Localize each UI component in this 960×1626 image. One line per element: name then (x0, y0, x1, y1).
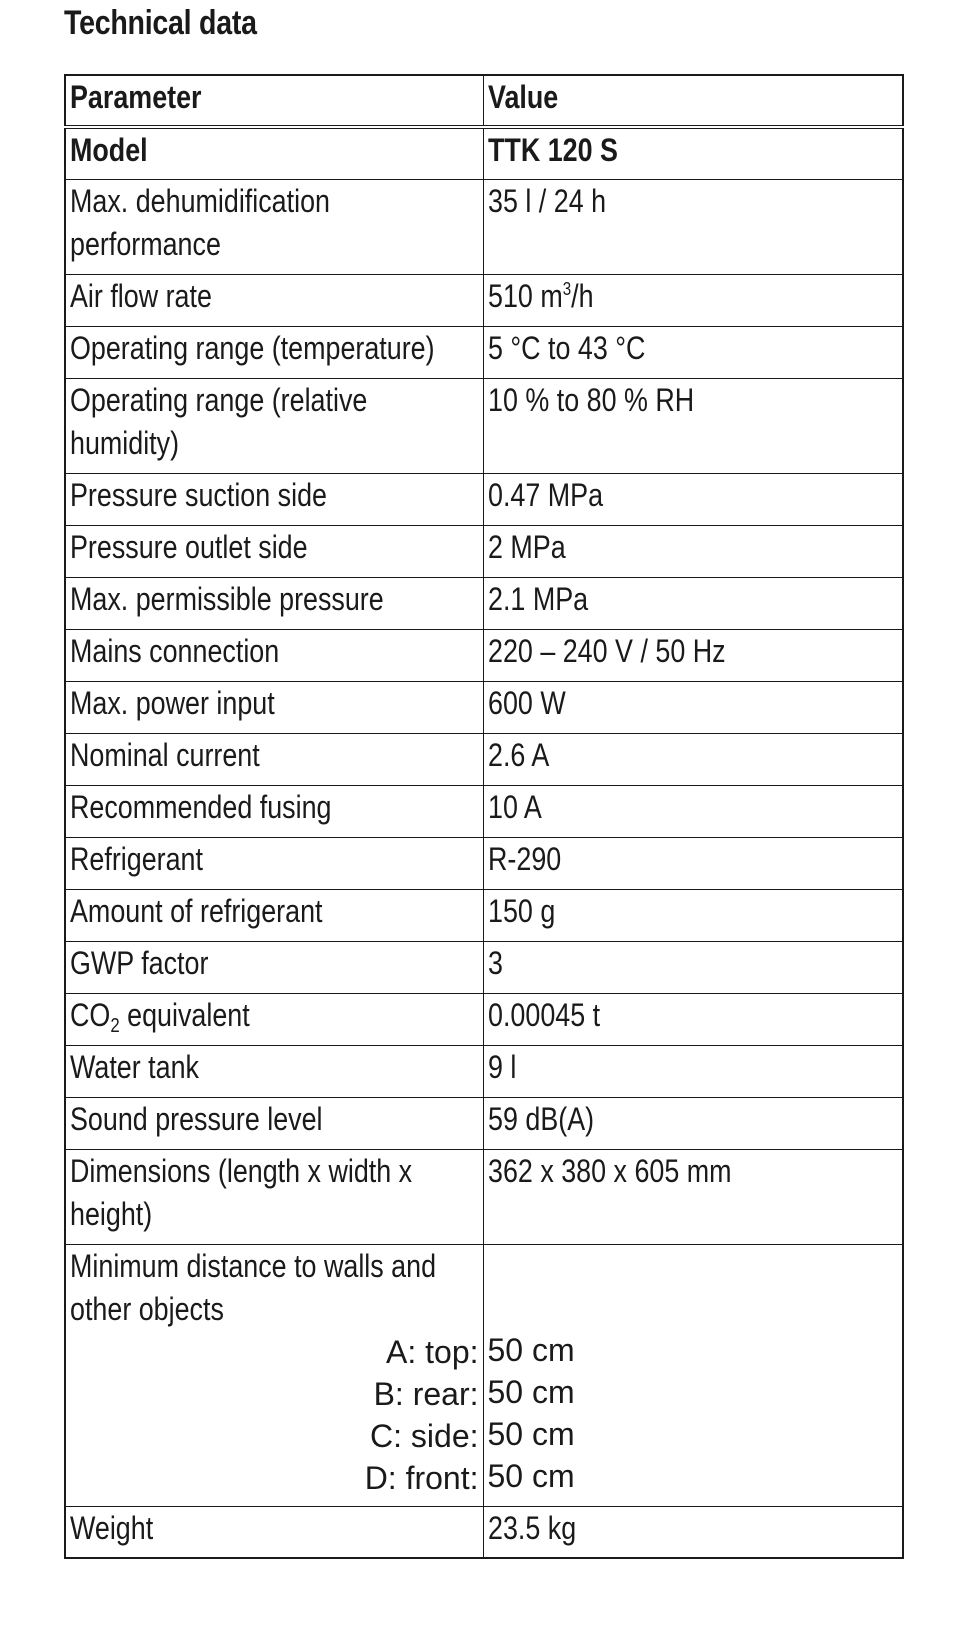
value-cell: 2.6 A (483, 733, 903, 785)
page-title: Technical data (64, 4, 257, 42)
param-cell: Amount of refrigerant (65, 889, 483, 941)
distance-label: A: top: (386, 1333, 479, 1370)
value-cell: 5 °C to 43 °C (483, 326, 903, 378)
table-row (65, 733, 903, 785)
param-cell: Model (65, 127, 483, 179)
param-cell: Water tank (65, 1045, 483, 1097)
table-row (65, 274, 903, 326)
param-cell: $CO_2$ equivalent (65, 993, 483, 1045)
table-row (65, 326, 903, 378)
distance-label: D: front: (364, 1459, 479, 1496)
value-cell: 3 (483, 941, 903, 993)
table-row (65, 1244, 903, 1506)
table-row (65, 179, 903, 274)
header-value: Value (483, 75, 903, 127)
value-cell: R-290 (483, 837, 903, 889)
param-cell: Nominal current (65, 733, 483, 785)
param-cell: Air flow rate (65, 274, 483, 326)
table-row (65, 941, 903, 993)
value-cell (483, 1244, 903, 1506)
distance-label: C: side: (370, 1417, 479, 1454)
distance-value: 50 cm (487, 1331, 575, 1368)
param-cell: Max. permissible pressure (65, 577, 483, 629)
param-cell: Sound pressure level (65, 1097, 483, 1149)
table-row (65, 1149, 903, 1244)
value-cell: 150 g (483, 889, 903, 941)
param-cell: Max. power input (65, 681, 483, 733)
header-parameter: Parameter (65, 75, 483, 127)
param-cell: Operating range (relative humidity) (65, 378, 483, 473)
param-cell: Recommended fusing (65, 785, 483, 837)
param-cell: Dimensions (length x width x height) (65, 1149, 483, 1244)
table-header-row (65, 75, 903, 127)
technical-data-table (64, 74, 904, 1559)
value-cell: 2 MPa (483, 525, 903, 577)
value-cell: 2.1 MPa (483, 577, 903, 629)
table-row (65, 629, 903, 681)
value-cell: 600 W (483, 681, 903, 733)
value-cell: 10 A (483, 785, 903, 837)
distance-value: 50 cm (487, 1457, 575, 1494)
param-cell: Minimum distance to walls and other objects A: top: B: rear: C: side: D: front: (65, 1244, 483, 1506)
table-row (65, 993, 903, 1045)
table-row (65, 889, 903, 941)
table-row (65, 1097, 903, 1149)
distance-label: B: rear: (373, 1375, 479, 1412)
value-cell: 220 – 240 V / 50 Hz (483, 629, 903, 681)
value-cell: 510 $m^3/h$ (483, 274, 903, 326)
table-row (65, 785, 903, 837)
table-row (65, 525, 903, 577)
value-cell: 0.47 MPa (483, 473, 903, 525)
param-cell: Mains connection (65, 629, 483, 681)
table-row (65, 1045, 903, 1097)
param-cell: Refrigerant (65, 837, 483, 889)
value-cell: 10 % to 80 % RH (483, 378, 903, 473)
value-cell: 23.5 kg (483, 1506, 903, 1558)
table-row (65, 837, 903, 889)
param-cell: Weight (65, 1506, 483, 1558)
value-cell: 9 l (483, 1045, 903, 1097)
param-cell: Pressure outlet side (65, 525, 483, 577)
param-cell: Operating range (temperature) (65, 326, 483, 378)
value-cell: 362 x 380 x 605 mm (483, 1149, 903, 1244)
value-cell: 0.00045 t (483, 993, 903, 1045)
table-row (65, 1506, 903, 1558)
table-row (65, 378, 903, 473)
table-row (65, 577, 903, 629)
table-row (65, 681, 903, 733)
value-cell: 35 l / 24 h (483, 179, 903, 274)
table-row (65, 127, 903, 179)
value-cell: 59 dB(A) (483, 1097, 903, 1149)
value-cell: TTK 120 S (483, 127, 903, 179)
param-cell: Max. dehumidification performance (65, 179, 483, 274)
distance-labels (70, 1331, 479, 1499)
param-cell: GWP factor (65, 941, 483, 993)
distance-value: 50 cm (487, 1415, 575, 1452)
table-row (65, 473, 903, 525)
param-cell: Pressure suction side (65, 473, 483, 525)
distance-value: 50 cm (487, 1373, 575, 1410)
